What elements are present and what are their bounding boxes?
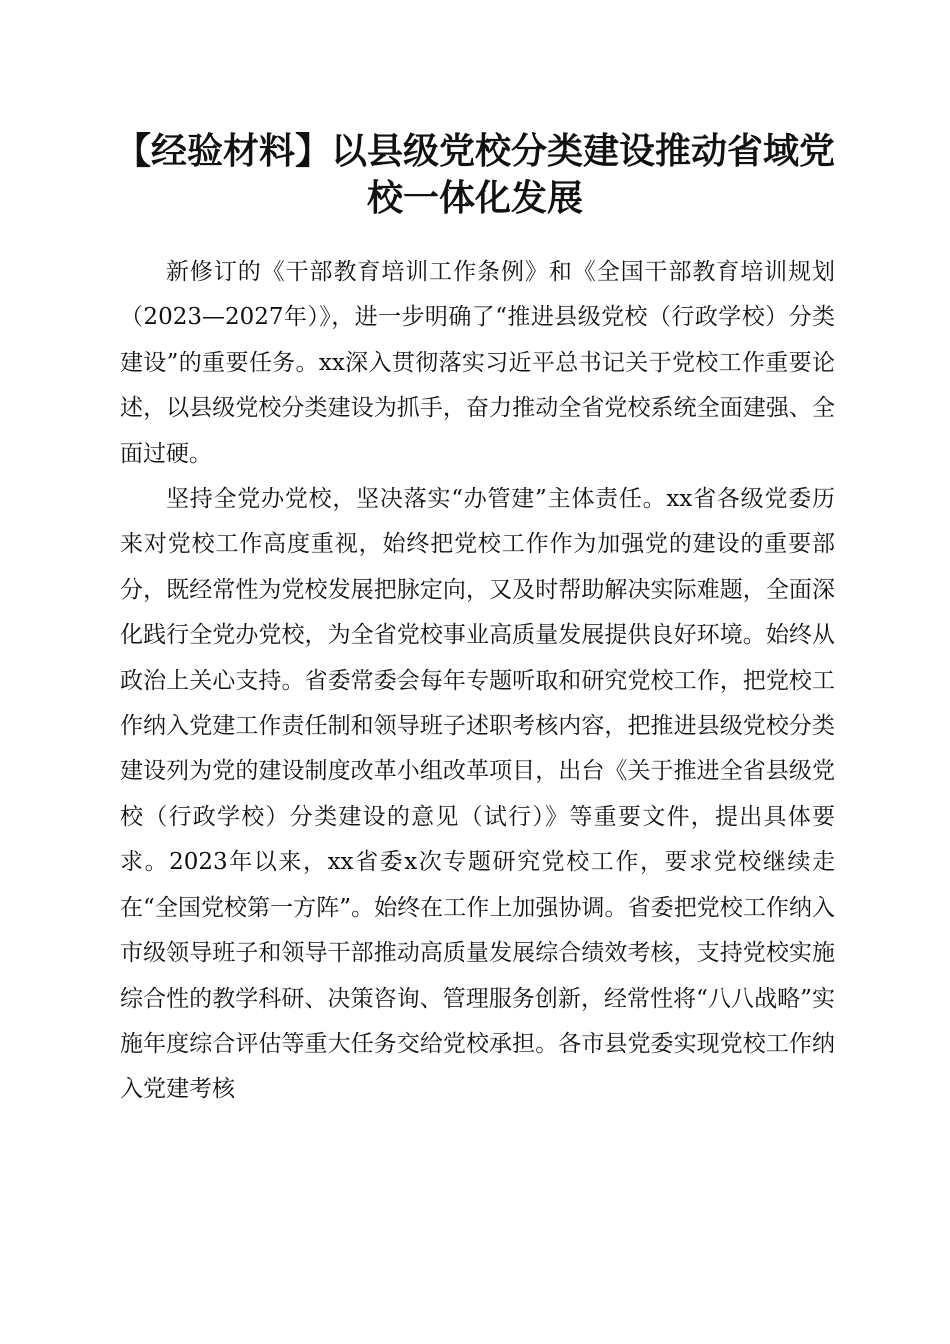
document-body	[120, 250, 835, 1113]
paragraph-party-school: 坚持全党办党校，坚决落实“办管建”主体责任。xx省各级党委历来对党校工作高度重视，始终把党校工作作为加强党的建设的重要部分，既经常性为党校发展把脉定向，又及时帮助解决实际难题，全面深化践行全党办党校，为全省党校事业高质量发展提供良好环境。始终从政治上关心支持。省委常委会每年专题听取和研究党校工作，把党校工作纳入党建工作责任制和领导班子述职考核内容，把推进县级党校分类建设列为党的建设制度改革小组改革项目，出台《关于推进全省县级党校（行政学校）分类建设的意见（试行）》等重要文件，提出具体要求。2023年以来，xx省委x次专题研究党校工作，要求党校继续走在“全国党校第一方阵”。始终在工作上加强协调。省委把党校工作纳入市级领导班子和领导干部推动高质量发展综合绩效考核，支持党校实施综合性的教学科研、决策咨询、管理服务创新，经常性将“八八战略”实施年度综合评估等重大任务交给党校承担。各市县党委实现党校工作纳入党建考核	[120, 486, 835, 1103]
paragraph-intro: 新修订的《干部教育培训工作条例》和《全国干部教育培训规划（2023—2027年）》，进一步明确了“推进县级党校（行政学校）分类建设”的重要任务。xx深入贯彻落实习近平总书记关于党校工作重要论述，以县级党校分类建设为抓手，奋力推动全省党校系统全面建强、全面过硬。	[120, 259, 835, 467]
document-title	[100, 128, 850, 222]
title-line-1: 【经验材料】以县级党校分类建设推动省域党	[114, 131, 835, 172]
title-line-2: 校一体化发展	[366, 178, 583, 219]
